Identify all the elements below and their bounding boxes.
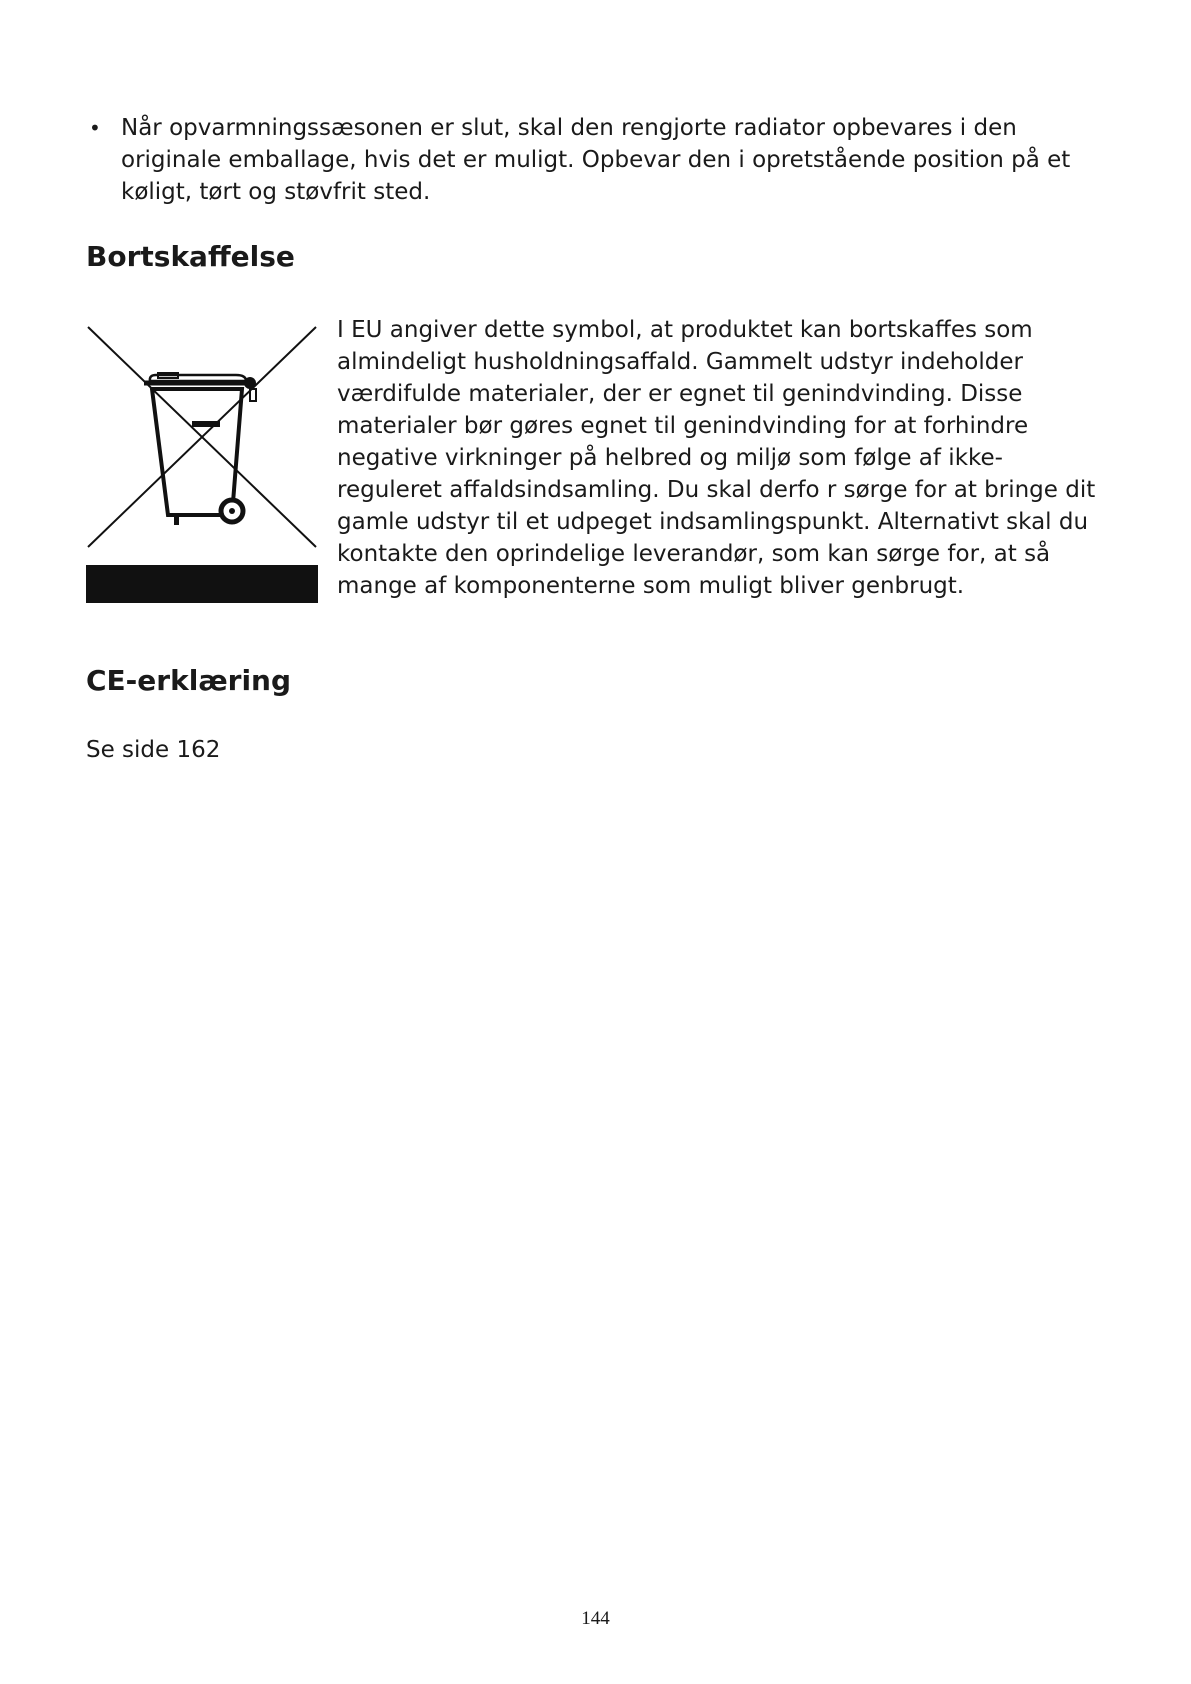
ce-declaration-heading: CE-erklæring [86,664,292,697]
ce-declaration-text: Se side 162 [86,737,221,763]
bullet-marker: • [89,116,101,140]
crossed-out-wheelie-bin-icon [86,325,318,603]
page-number: 144 [581,1608,610,1629]
list-item [86,112,1096,208]
disposal-heading: Bortskaffelse [86,240,295,273]
storage-instruction-text: Når opvarmningssæsonen er slut, skal den rengjorte radiator opbevares i den originale emballage, hvis det er muligt. Opbevar den i opretstående position på et køligt, tørt og støvfrit sted. [121,115,1071,205]
storage-instructions-list [86,112,1096,208]
disposal-paragraph: I EU angiver dette symbol, at produktet kan bortskaffes som almindeligt husholdningsaffald. Gammelt udstyr indeholder værdifulde materialer, der er egnet til genindvinding. Disse materialer bør gøres egnet til genindvinding for at forhindre negative virkninger på helbred og miljø som følge af ikke-reguleret affaldsindsamling. Du skal derfo r sørge for at bringe dit gamle udstyr til et udpeget indsamlingspunkt. Alternativt skal du kontakte den oprindelige leverandør, som kan sørge for, at så mange af komponenterne som muligt bliver genbrugt. [337,317,1096,599]
